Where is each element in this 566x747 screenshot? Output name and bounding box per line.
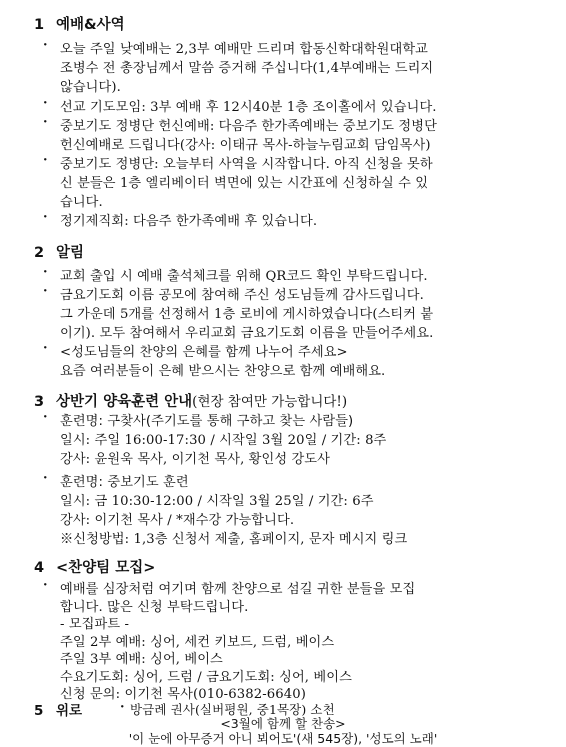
section-1-title — [34, 13, 125, 34]
bullet-icon: · — [120, 700, 125, 715]
section-note: (현장 참여만 가능합니다!) — [192, 394, 348, 410]
text-line: 방금례 권사(실버평원, 중1목장) 소천 — [130, 702, 335, 717]
section-number: 5 — [34, 703, 44, 719]
text-line: 습니다. — [60, 195, 103, 210]
text-line: 예배를 심장처럼 여기며 함께 찬양으로 섬길 귀한 분들을 모집 — [60, 582, 416, 597]
bullet-icon: · — [43, 578, 48, 593]
text-line: 훈련명: 중보기도 훈련 — [60, 475, 189, 490]
bullet-icon: · — [43, 115, 48, 130]
text-line: 오늘 주일 낮예배는 2,3부 예배만 드리며 합동신학대학원대학교 — [60, 42, 428, 57]
bullet-icon: · — [43, 471, 48, 486]
text-line: 조병수 전 총장님께서 말씀 증거해 주십니다(1,4부예배는 드리지 — [60, 61, 434, 76]
text-line: 합니다. 많은 신청 부탁드립니다. — [60, 599, 249, 615]
text-line: 요즘 여러분들이 은혜 받으시는 찬양으로 함께 예배해요. — [60, 364, 386, 379]
section-4-title — [34, 556, 155, 577]
hymn-songs: '이 눈에 아무증거 아니 뵈어도'(새 545장), '성도의 노래' — [128, 731, 438, 746]
text-line: 신청 문의: 이기천 목사(010-6382-6640) — [60, 687, 306, 702]
section-heading: 위로 — [56, 703, 83, 719]
bullet-icon: · — [43, 265, 48, 280]
text-line: 훈련명: 구찾사(주기도를 통해 구하고 찾는 사람들) — [60, 414, 354, 429]
bullet-icon: · — [43, 96, 48, 111]
text-line: 강사: 윤원욱 목사, 이기천 목사, 황인성 강도사 — [60, 452, 330, 467]
text-line: 주일 2부 예배: 싱어, 세컨 키보드, 드럼, 베이스 — [60, 634, 335, 650]
text-line: 수요기도회: 싱어, 드럼 / 금요기도회: 싱어, 베이스 — [60, 669, 352, 685]
text-line: ※신청방법: 1,3층 신청서 제출, 홈페이지, 문자 메시지 링크 — [60, 532, 408, 547]
text-line: 선교 기도모임: 3부 예배 후 12시40분 1층 조이홀에서 있습니다. — [60, 100, 437, 115]
text-line: 교회 출입 시 예배 출석체크를 위해 QR코드 확인 부탁드립니다. — [60, 269, 428, 284]
text-line: 않습니다). — [60, 80, 121, 95]
text-line: 이기). 모두 참여해서 우리교회 금요기도회 이름을 만들어주세요. — [60, 326, 434, 341]
text-line: 중보기도 정병단 헌신예배: 다음주 한가족예배는 중보기도 정병단 — [60, 119, 437, 134]
section-heading: 예배&사역 — [56, 17, 125, 33]
section-heading: 상반기 양육훈련 안내 — [56, 394, 193, 410]
section-number: 3 — [34, 394, 45, 410]
text-line: 일시: 금 10:30-12:00 / 시작일 3월 25일 / 기간: 6주 — [60, 494, 374, 509]
text-line: - 모집파트 - — [60, 617, 130, 632]
bullet-icon: · — [43, 38, 48, 53]
text-line: 그 가운데 5개를 선정해서 1층 로비에 게시하였습니다(스티커 붙 — [60, 307, 434, 322]
section-heading: 알림 — [56, 245, 85, 261]
text-line: 일시: 주일 16:00-17:30 / 시작일 3월 20일 / 기간: 8주 — [60, 433, 387, 448]
text-line: 헌신예배로 드립니다(강사: 이태규 목사-하늘누림교회 담임목사) — [60, 138, 431, 153]
bullet-icon: · — [43, 284, 48, 299]
bullet-icon: · — [43, 153, 48, 168]
section-2-title — [34, 241, 84, 262]
text-line: <성도님들의 찬양의 은혜를 함께 나누어 주세요> — [60, 345, 348, 360]
bullet-icon: · — [43, 341, 48, 356]
text-line: 정기제직회: 다음주 한가족예배 후 있습니다. — [60, 214, 318, 229]
section-heading: <찬양팀 모집> — [56, 560, 156, 576]
text-line: 신 분들은 1층 엘리베이터 벽면에 있는 시간표에 신청하실 수 있 — [60, 176, 429, 191]
section-3-title — [34, 390, 347, 411]
text-line: 금요기도회 이름 공모에 참여해 주신 성도님들께 감사드립니다. — [60, 288, 424, 303]
text-line: 중보기도 정병단: 오늘부터 사역을 시작합니다. 아직 신청을 못하 — [60, 157, 433, 172]
bullet-icon: · — [43, 210, 48, 225]
section-number: 2 — [34, 245, 45, 261]
text-line: 주일 3부 예배: 싱어, 베이스 — [60, 652, 223, 667]
section-number: 1 — [34, 17, 45, 33]
hymn-title: <3월에 함께 할 찬송> — [220, 716, 346, 731]
section-number: 4 — [34, 560, 45, 576]
bullet-icon: · — [43, 410, 48, 425]
text-line: 강사: 이기천 목사 / *재수강 가능합니다. — [60, 513, 295, 528]
